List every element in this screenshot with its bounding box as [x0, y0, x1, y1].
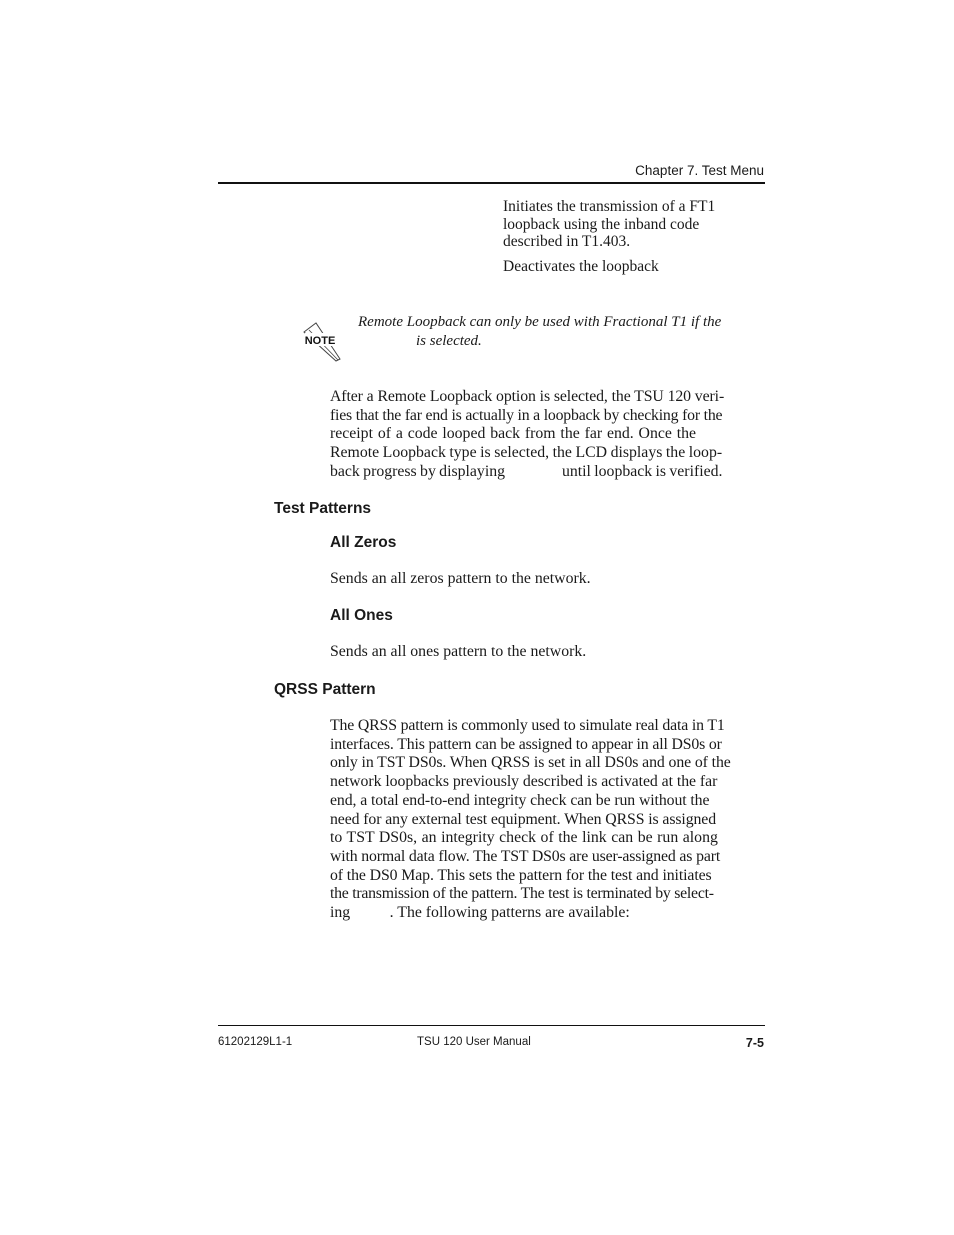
- heading-all-ones: All Ones: [330, 607, 393, 624]
- all-zeros-text: Sends an all zeros pattern to the network.: [330, 570, 591, 587]
- paragraph-line: receipt of a code looped back from the far end. Once the: [330, 425, 697, 443]
- footer-doc-number: 61202129L1-1: [218, 1036, 293, 1048]
- definition-line: Initiates the transmission of a FT1: [503, 198, 716, 215]
- paragraph-line: to TST DS0s, an integrity check of the link can be run along: [330, 829, 718, 847]
- footer-manual-title: TSU 120 User Manual: [417, 1036, 531, 1048]
- paragraph-line: After a Remote Loopback option is selected, the TSU 120 veri-: [330, 388, 725, 405]
- paragraph-line: back progress by displaying until loopback is verified.: [330, 462, 723, 480]
- svg-text:NOTE: NOTE: [304, 335, 336, 347]
- paragraph-line: end, a total end-to-end integrity check can be run without the: [330, 791, 710, 809]
- all-ones-text: Sends an all ones pattern to the network.: [330, 643, 587, 660]
- paragraph-line: fies that the far end is actually in a loopback by checking for the: [330, 406, 723, 424]
- definition-deactivate: [503, 258, 765, 276]
- paragraph-line: ing . The following patterns are available:: [330, 904, 630, 922]
- paragraph-line: interfaces. This pattern can be assigned to appear in all DS0s or: [330, 735, 722, 753]
- heading-all-zeros: All Zeros: [330, 534, 397, 551]
- definition-line: loopback using the inband code: [503, 215, 700, 233]
- header-rule: [218, 182, 765, 184]
- note-line: is selected.: [416, 333, 482, 349]
- paragraph-line: Remote Loopback type is selected, the LCD displays the loop-: [330, 444, 723, 462]
- paragraph-line: only in TST DS0s. When QRSS is set in all DS0s and one of the: [330, 754, 731, 772]
- heading-test-patterns: Test Patterns: [274, 500, 372, 517]
- note-icon: [300, 322, 344, 362]
- remote-loopback-paragraph: [330, 388, 766, 482]
- heading-qrss-pattern: QRSS Pattern: [274, 681, 376, 698]
- definition-initiate: [503, 198, 765, 251]
- footer-page-number: 7-5: [745, 1036, 764, 1050]
- footer-rule: [218, 1025, 765, 1026]
- paragraph-line: with normal data flow. The TST DS0s are user-assigned as part: [330, 847, 721, 865]
- note-line: Remote Loopback can only be used with Fractional T1 if the: [358, 314, 722, 330]
- paragraph-line: network loopbacks previously described is activated at the far: [330, 773, 718, 791]
- definition-line: Deactivates the loopback: [503, 258, 659, 275]
- paragraph-line: of the DS0 Map. This sets the pattern for the test and initiates: [330, 866, 712, 884]
- chapter-title: Chapter 7. Test Menu: [635, 163, 764, 178]
- definition-line: described in T1.403.: [503, 233, 631, 250]
- qrss-paragraph: [330, 717, 766, 923]
- paragraph-line: need for any external test equipment. When QRSS is assigned: [330, 810, 717, 828]
- note-text: [358, 313, 758, 351]
- paragraph-line: The QRSS pattern is commonly used to simulate real data in T1: [330, 717, 725, 734]
- paragraph-line: the transmission of the pattern. The test is terminated by select-: [330, 885, 714, 903]
